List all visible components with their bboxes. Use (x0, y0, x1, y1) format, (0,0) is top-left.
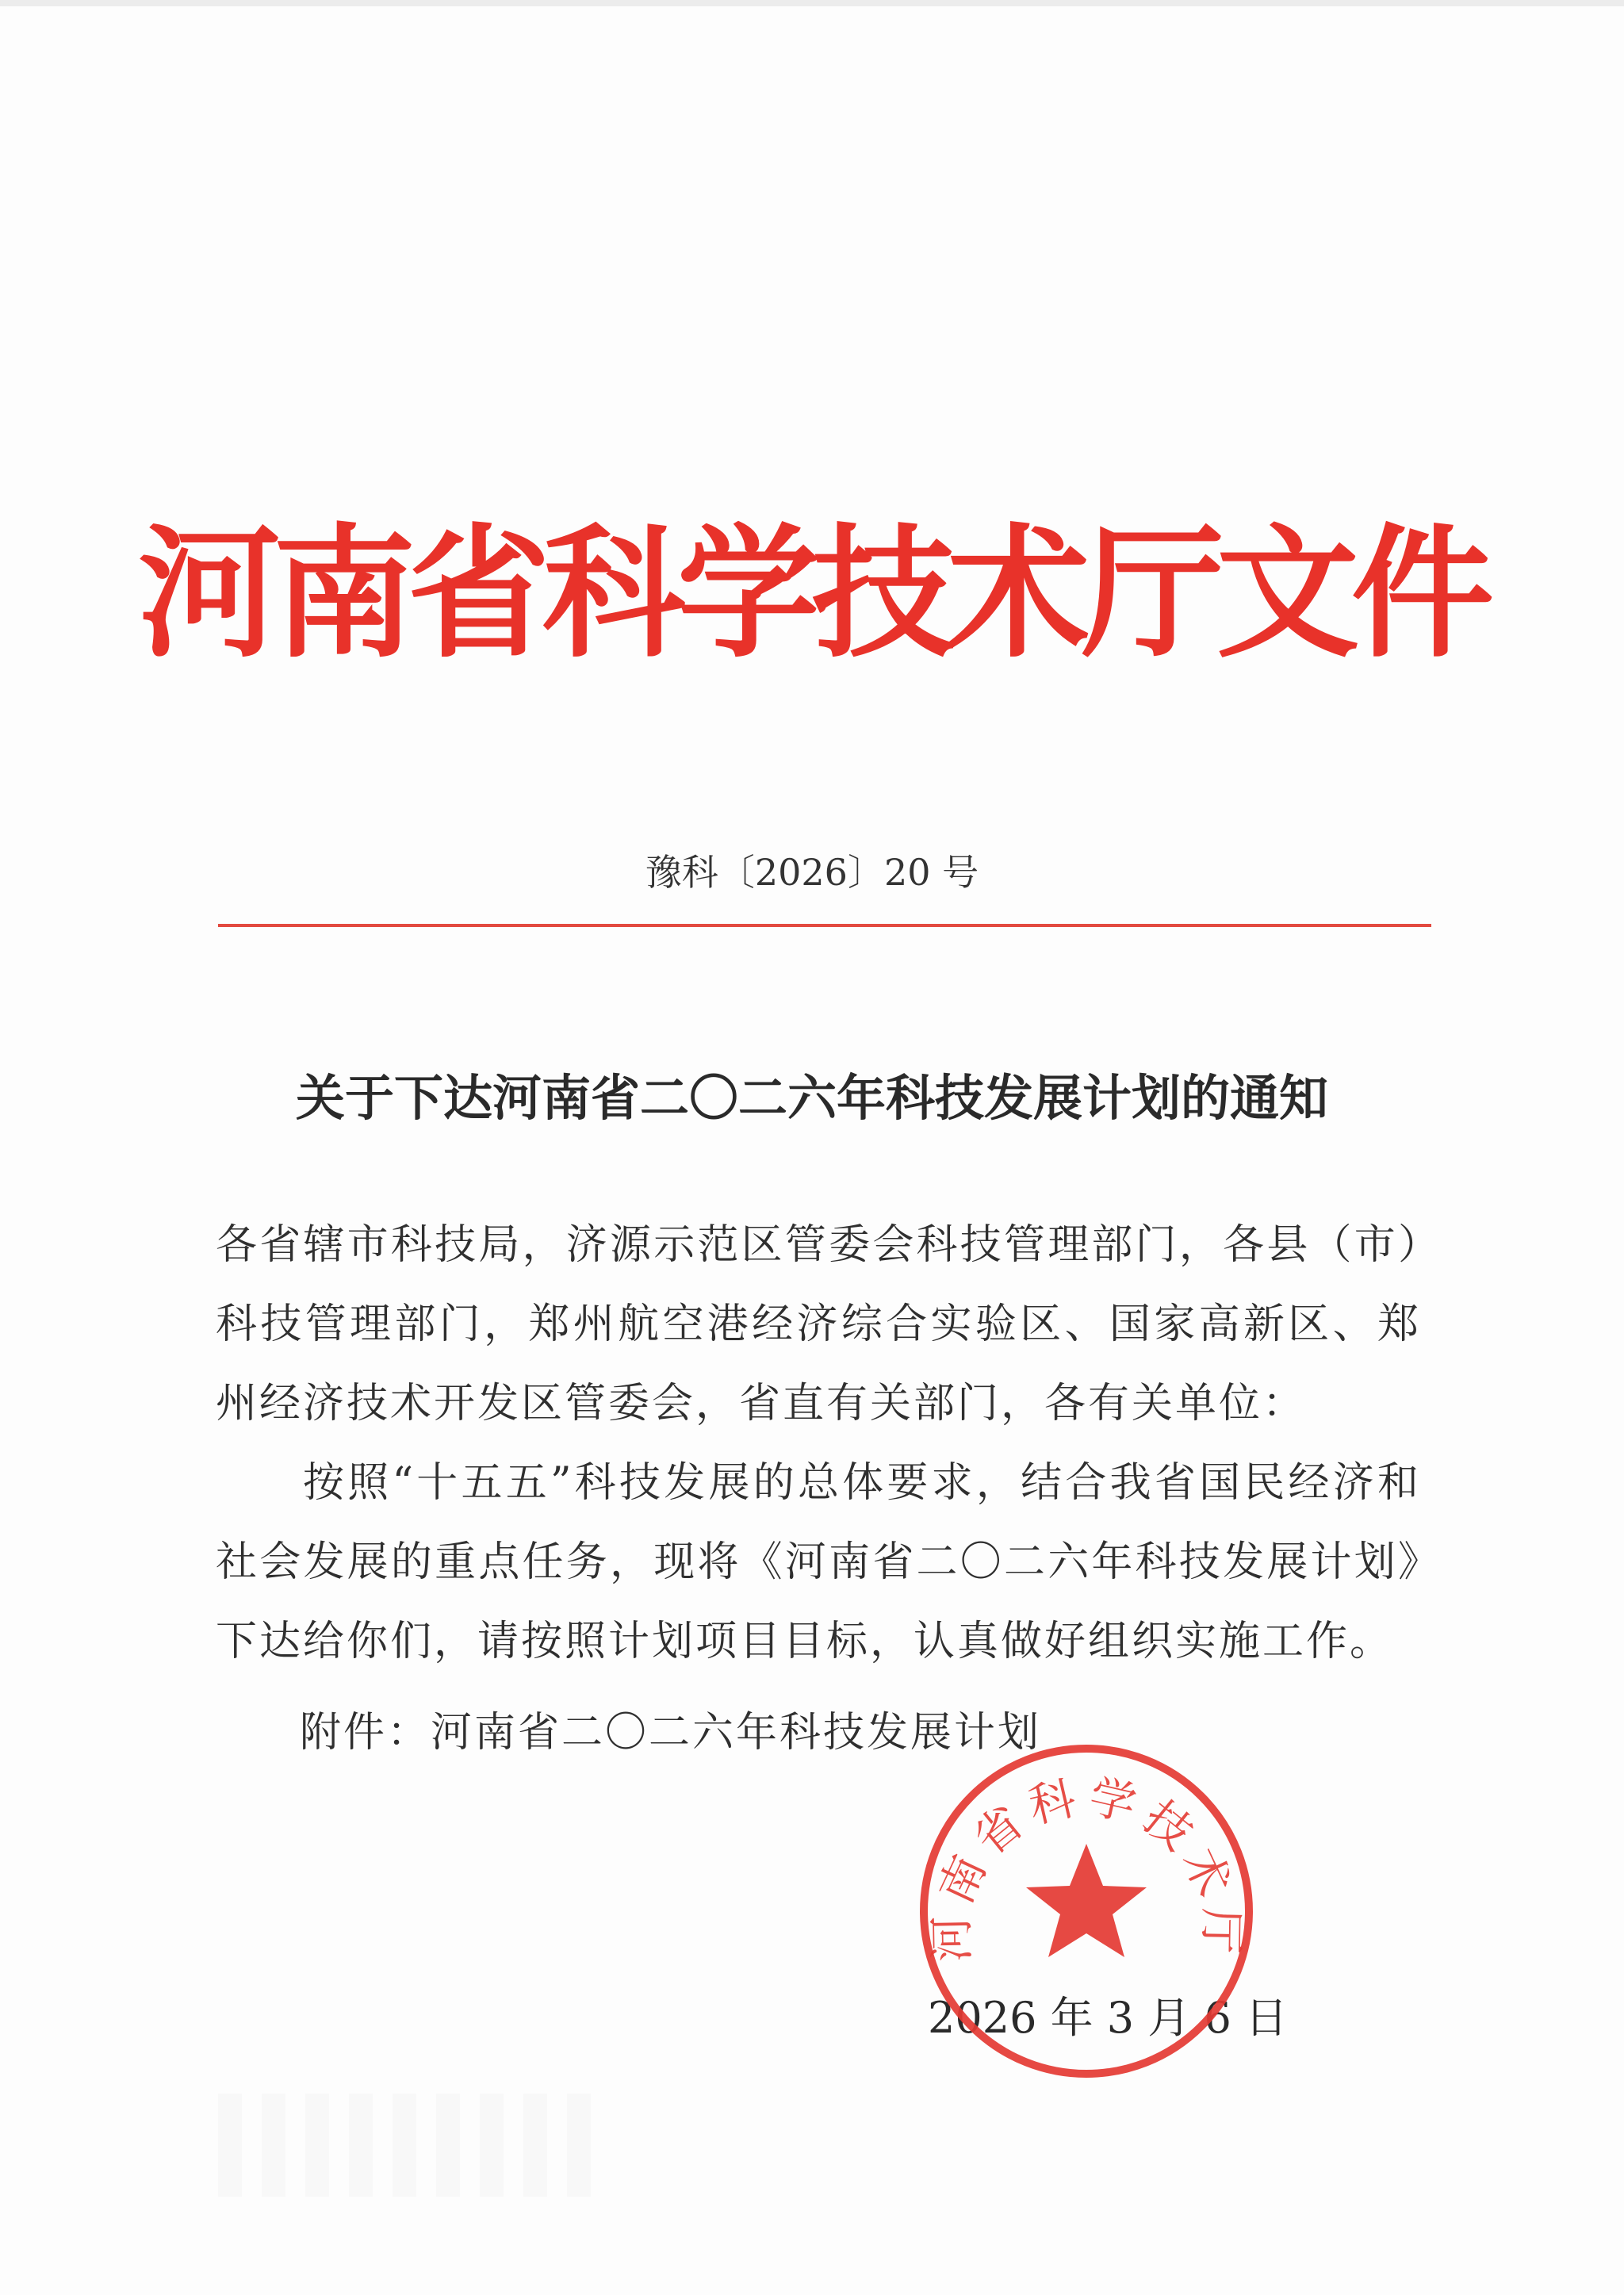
scan-top-edge (0, 0, 1624, 6)
org-header-title: 河南省科学技术厅文件 (137, 511, 1486, 677)
addressee-paragraph: 各省辖市科技局，济源示范区管委会科技管理部门，各县（市）科技管理部门，郑州航空港经济综合实验区、国家高新区、郑州经济技术开发区管委会，省直有关部门，各有关单位： (216, 1221, 1421, 1427)
attachment-line: 附件：河南省二〇二六年科技发展计划 (300, 1709, 1042, 1757)
signature-date: 2026 年 3 月 6 日 (928, 1993, 1288, 2043)
official-seal (912, 1737, 1261, 2086)
seal-text: 河南省科学技术厅 (924, 1768, 1249, 1963)
document-number: 豫科〔2026〕20 号 (645, 851, 979, 894)
seal-star-icon (1026, 1844, 1147, 1957)
faint-bleed-through (218, 2094, 591, 2197)
red-divider-line (218, 924, 1431, 927)
body-paragraph: 按照“十五五”科技发展的总体要求，结合我省国民经济和社会发展的重点任务，现将《河南省二〇二六年科技发展计划》下达给你们，请按照计划项目目标，认真做好组织实施工作。 (216, 1459, 1421, 1665)
document-title: 关于下达河南省二〇二六年科技发展计划的通知 (295, 1069, 1328, 1127)
